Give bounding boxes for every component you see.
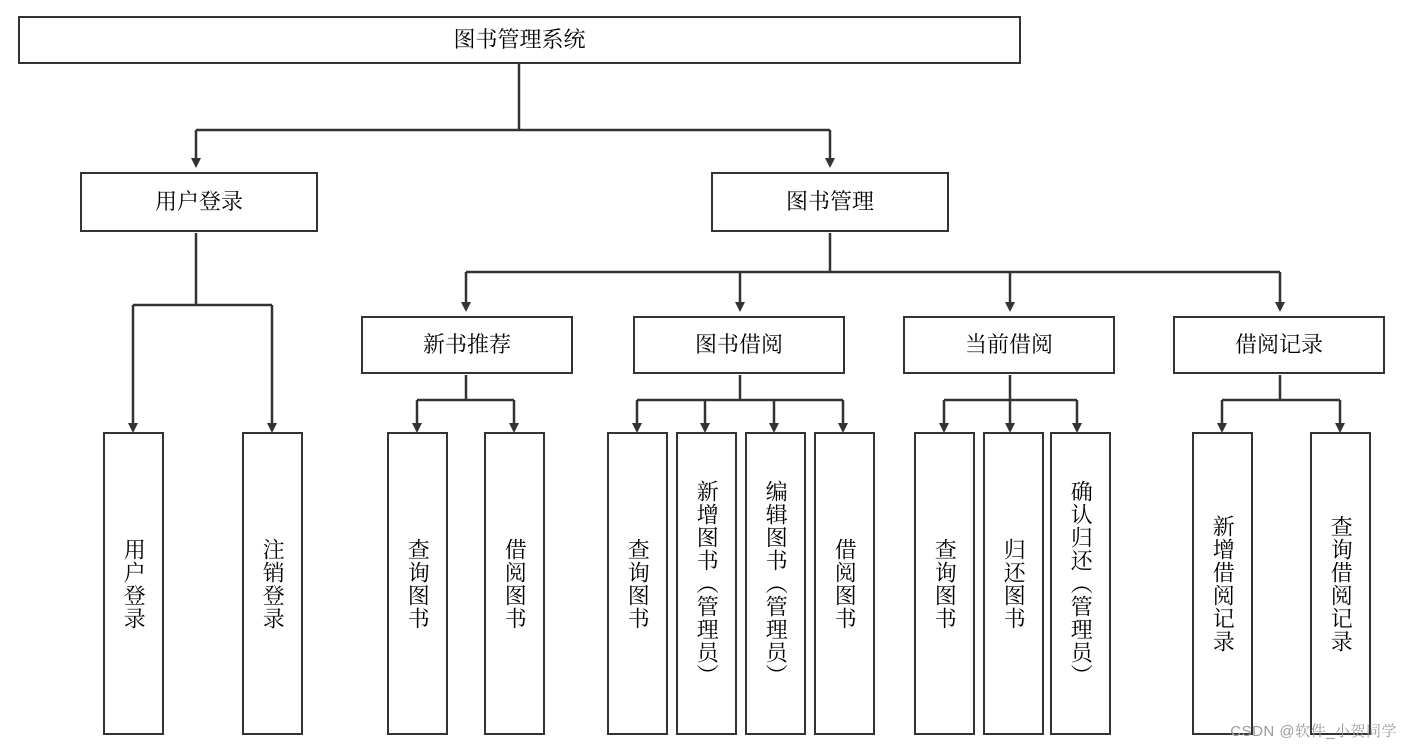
leaf-add-book-admin[interactable] — [676, 432, 737, 735]
leaf-new-book-query[interactable] — [387, 432, 448, 735]
leaf-borrow-query-book[interactable] — [607, 432, 668, 735]
leaf-query-borrow-record[interactable] — [1310, 432, 1371, 735]
leaf-new-book-query-label: 查询图书 — [405, 537, 431, 630]
leaf-edit-book-admin-label: 编辑图书（管理员） — [763, 480, 789, 687]
node-book-borrow-label: 图书借阅 — [694, 331, 783, 357]
leaf-borrow-query-book-label: 查询图书 — [625, 537, 651, 630]
node-borrow-records-label: 借阅记录 — [1234, 331, 1323, 357]
leaf-confirm-return-admin-label: 确认归还（管理员） — [1068, 480, 1094, 687]
leaf-query-borrow-record-label: 查询借阅记录 — [1328, 514, 1354, 653]
leaf-edit-book-admin[interactable] — [745, 432, 806, 735]
node-new-book-recommend-label: 新书推荐 — [422, 331, 511, 357]
node-user-login-label: 用户登录 — [154, 188, 243, 214]
leaf-logout[interactable] — [242, 432, 303, 735]
leaf-new-book-borrow[interactable] — [484, 432, 545, 735]
node-root[interactable] — [18, 16, 1021, 64]
leaf-add-book-admin-label: 新增图书（管理员） — [694, 480, 720, 687]
node-new-book-recommend[interactable] — [361, 316, 573, 374]
node-current-borrow[interactable] — [903, 316, 1115, 374]
leaf-new-book-borrow-label: 借阅图书 — [502, 537, 528, 630]
leaf-return-book[interactable] — [983, 432, 1044, 735]
leaf-user-login[interactable] — [103, 432, 164, 735]
leaf-user-login-label: 用户登录 — [121, 537, 147, 630]
node-root-label: 图书管理系统 — [453, 26, 586, 52]
watermark: CSDN @软件_小贺同学 — [1230, 723, 1397, 740]
leaf-current-query-book-label: 查询图书 — [932, 537, 958, 630]
leaf-add-borrow-record-label: 新增借阅记录 — [1210, 514, 1236, 653]
leaf-current-query-book[interactable] — [914, 432, 975, 735]
node-book-management[interactable] — [711, 172, 949, 232]
node-current-borrow-label: 当前借阅 — [964, 331, 1053, 357]
node-borrow-records[interactable] — [1173, 316, 1385, 374]
node-book-management-label: 图书管理 — [785, 188, 874, 214]
node-user-login[interactable] — [80, 172, 318, 232]
leaf-borrow-book[interactable] — [814, 432, 875, 735]
leaf-return-book-label: 归还图书 — [1001, 537, 1027, 630]
leaf-borrow-book-label: 借阅图书 — [832, 537, 858, 630]
leaf-confirm-return-admin[interactable] — [1050, 432, 1111, 735]
node-book-borrow[interactable] — [633, 316, 845, 374]
leaf-add-borrow-record[interactable] — [1192, 432, 1253, 735]
leaf-logout-label: 注销登录 — [260, 537, 286, 630]
